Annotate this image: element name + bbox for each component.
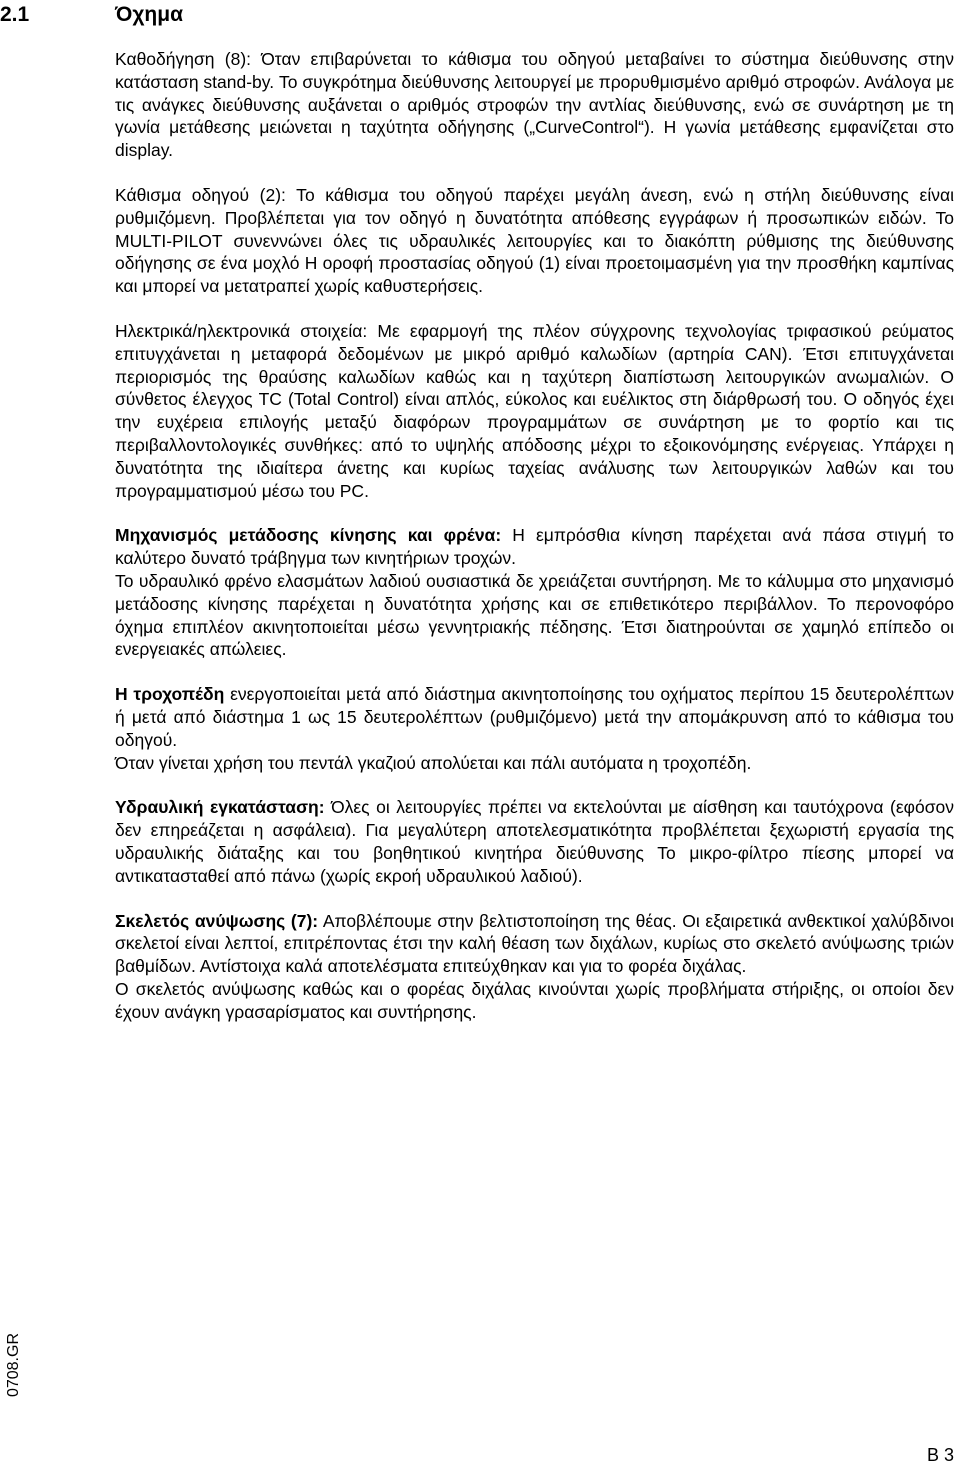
paragraph-accelerator: Όταν γίνεται χρήση του πεντάλ γκαζιού απολύεται και πάλι αυτόματα η τροχοπέδη.: [115, 752, 752, 773]
document-body: [115, 48, 954, 1045]
page-number: B 3: [926, 1445, 954, 1465]
section-heading: [0, 0, 183, 30]
paragraph-mast-carriage: Ο σκελετός ανύψωσης καθώς και ο φορέας διχάλας κινούνται χωρίς προβλήματα στήριξης, οι οποίοι δεν έχουν ανάγκη γρασαρίσματος και συντήρησης.: [115, 978, 954, 1022]
paragraph-brakes: Το υδραυλικό φρένο ελασμάτων λαδιού ουσιαστικά δε χρειάζεται συντήρηση. Με το κάλυμμα στο μηχανισμό μετάδοσης κίνησης παρέχεται η δυνατότητα χρήσης και σε επιθετικότερο περιβάλλον. Το περονοφόρο όχημα επιπλέον ακινητοποιείται μέσω γεννητριακής πέδησης. Έτσι διατηρούνται σε χαμηλό επίπεδο οι ενεργειακές απώλειες.: [115, 570, 954, 660]
paragraph-hydraulics: [115, 796, 954, 887]
section-number: 2.1: [0, 3, 30, 26]
drive-mechanism-text: Η εμπρόσθια κίνηση παρέχεται ανά πάσα στιγμή το καλύτερο δυνατό τράβηγμα των κινητήριων τροχών.: [115, 525, 954, 569]
paragraph-driver-seat: Κάθισμα οδηγού (2): Το κάθισμα του οδηγού παρέχει μεγάλη άνεση, ενώ η στήλη διεύθυνσης είναι ρυθμιζόμενη. Προβλέπεται για τον οδηγό η δυνατότητα απόθεσης εγγράφων ή προσωπικών ειδών. Το MULTI-PILOT συνεννώνει όλες τις υδραυλικές λειτουργίες και το διακόπτη ρύθμισης της διεύθυνσης οδήγησης σε ένα μοχλό Η οροφή προστασίας οδηγού (1) είναι προετοιμασμένη για την προσθήκη καμπίνας και μπορεί να μετατραπεί χωρίς καθυστερήσεις.: [115, 184, 954, 297]
drive-mechanism-heading: Μηχανισμός μετάδοσης κίνησης και φρένα:: [115, 525, 502, 546]
mast-heading: Σκελετός ανύψωσης (7):: [115, 910, 319, 931]
parking-brake-text: ενεργοποιείται μετά από διάστημα ακινητοποίησης του οχήματος περίπου 15 δευτερολέπτων ή μετά από διάστημα 1 ως 15 δευτερολέπτων (ρυθμιζόμενο) μετά την απομάκρυνση από το κάθισμα του οδηγού.: [115, 684, 955, 750]
paragraph-electrical: Ηλεκτρικά/ηλεκτρονικά στοιχεία: Με εφαρμογή της πλέον σύγχρονης τεχνολογίας τριφασικού ρεύματος επιτυγχάνεται η μεταφορά δεδομένων με μικρό αριθμό καλωδίων (αρτηρία CAN). Έτσι επιτυγχάνεται περιορισμός της θραύσης καλωδίων καθώς και η ταχύτερη διαπίστωση λειτουργικών ανωμαλιών. Ο σύνθετος έλεγχος TC (Total Control) είναι απλός, εύκολος και ευέλικτος στη διάρθρωσή του. Ο οδηγός έχει την ευχέρεια επιλογής μεταξύ διαφόρων προγραμμάτων σε συνάρτηση με το φορτίο και τις περιβαλλοντολογικές συνθήκες: από το υψηλής απόδοσης μέχρι το εξοικονόμησης ενέργειας. Υπάρχει η δυνατότητα της ιδιαίτερα άνετης και κυρίως ταχείας ανάλυσης των λειτουργικών λαθών και του προγραμματισμού μέσω του PC.: [115, 320, 954, 501]
paragraph-steering: Καθοδήγηση (8): Όταν επιβαρύνεται το κάθισμα του οδηγού μεταβαίνει το σύστημα διεύθυνσης στην κατάσταση stand-by. Το συγκρότημα διεύθυνσης λειτουργεί με προρυθμισμένο αριθμό στροφών. Ανάλογα με τις ανάγκες διεύθυνσης αυξάνεται ο αριθμός στροφών την αντλίας διεύθυνσης, ενώ σε συνάρτηση με τη γωνία μετάθεσης μειώνεται η ταχύτητα οδήγησης („CurveControl“). Η γωνία μετάθεσης εμφανίζεται στο display.: [115, 49, 955, 161]
document-code: 0708.GR: [5, 1332, 22, 1398]
section-title: Όχημα: [115, 3, 183, 26]
paragraph-parking-brake: [115, 683, 954, 751]
paragraph-drive-mechanism: [115, 524, 954, 570]
hydraulics-heading: Υδραυλική εγκατάσταση:: [115, 797, 325, 818]
mast-text: Αποβλέπουμε στην βελτιστοποίηση της θέας. Οι εξαιρετικά ανθεκτικοί χαλύβδινοι σκελετοί είναι λεπτοί, επιτρέποντας έτσι την καλή θέαση των διχάλων, κυρίως στο σκελετό ανύψωσης τριών βαθμίδων. Αντίστοιχα καλά αποτελέσματα επιτεύχθηκαν και για το φορέα διχάλας.: [115, 910, 954, 977]
parking-brake-heading: Η τροχοπέδη: [115, 684, 225, 705]
hydraulics-text: Όλες οι λειτουργίες πρέπει να εκτελούνται με αίσθηση και ταυτόχρονα (εφόσον δεν επηρεάζεται η ασφάλεια). Για μεγαλύτερη αποτελεσματικότητα προβλέπεται ξεχωριστή εργασία της υδραυλικής διάταξης και του βοηθητικού κινητήρα διεύθυνσης Το μικρο-φίλτρο πίεσης μπορεί να αντικατασταθεί από πάνω (χωρίς εκροή υδραυλικού λαδιού).: [115, 797, 954, 886]
paragraph-mast: [115, 910, 954, 978]
